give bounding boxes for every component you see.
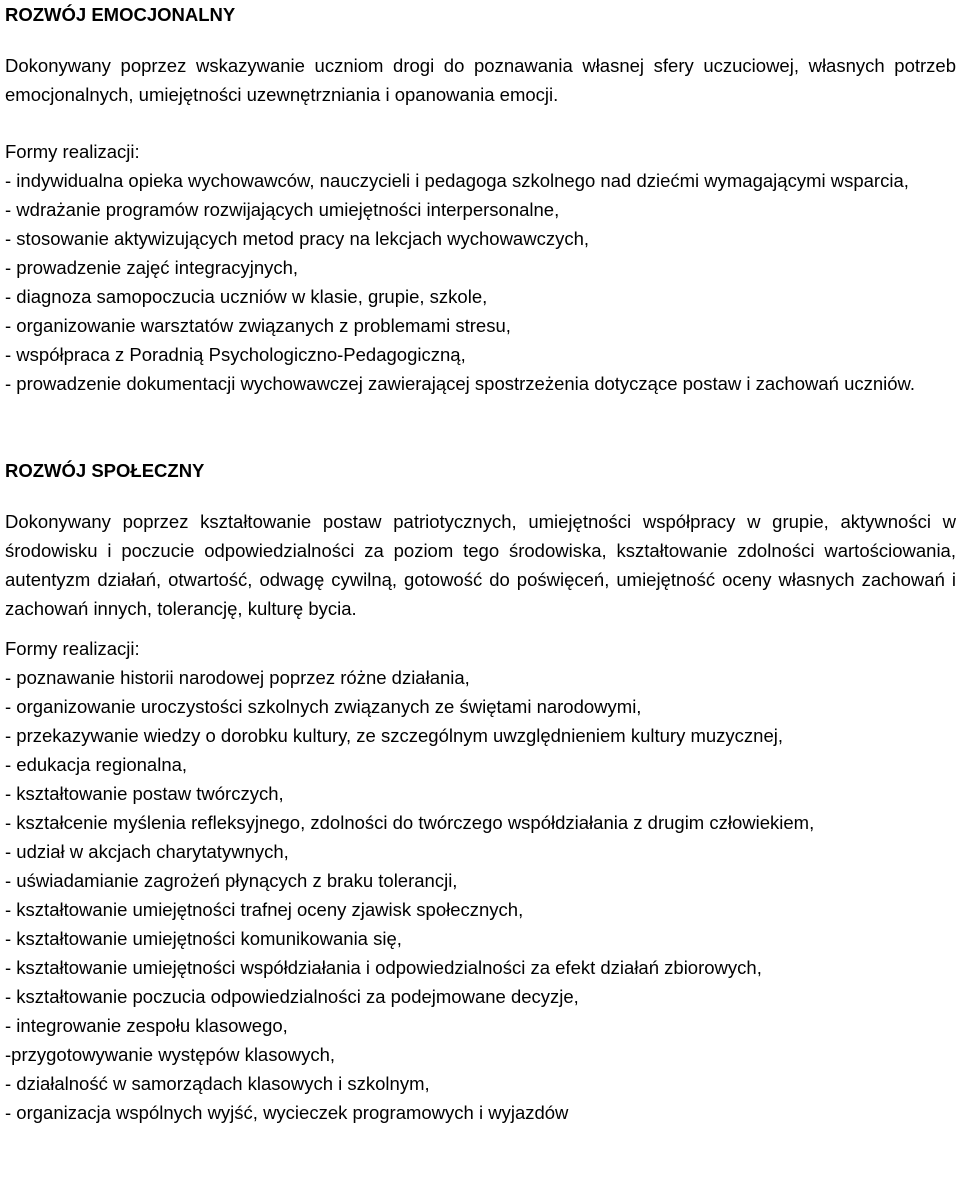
- list-item: - organizowanie uroczystości szkolnych związanych ze świętami narodowymi,: [5, 696, 642, 717]
- spacer: [5, 29, 956, 51]
- list-item: - organizacja wspólnych wyjść, wycieczek programowych i wyjazdów: [5, 1102, 569, 1123]
- spacer: [5, 485, 956, 507]
- list-item: - wdrażanie programów rozwijających umiejętności interpersonalne,: [5, 199, 560, 220]
- section-social-development: [5, 456, 956, 1127]
- list-item: - prowadzenie zajęć integracyjnych,: [5, 257, 299, 278]
- list-item: - indywidualna opieka wychowawców, nauczycieli i pedagoga szkolnego nad dziećmi wymagającymi wsparcia,: [5, 170, 909, 191]
- forms-label-emotional: Formy realizacji:: [5, 141, 140, 162]
- list-item: - prowadzenie dokumentacji wychowawczej zawierającej spostrzeżenia dotyczące postaw i zachowań uczniów.: [5, 373, 916, 394]
- list-item: - kształcenie myślenia refleksyjnego, zdolności do twórczego współdziałania z drugim człowiekiem,: [5, 812, 815, 833]
- list-item: - kształtowanie umiejętności trafnej oceny zjawisk społecznych,: [5, 899, 524, 920]
- list-item: - kształtowanie poczucia odpowiedzialności za podejmowane decyzje,: [5, 986, 579, 1007]
- list-item: - uświadamianie zagrożeń płynących z braku tolerancji,: [5, 870, 458, 891]
- spacer: [5, 109, 956, 137]
- list-item: - integrowanie zespołu klasowego,: [5, 1015, 288, 1036]
- spacer: [5, 398, 956, 456]
- list-item: - działalność w samorządach klasowych i szkolnym,: [5, 1073, 430, 1094]
- list-item: - kształtowanie umiejętności współdziałania i odpowiedzialności za efekt działań zbiorowych,: [5, 957, 762, 978]
- section-intro-emotional: Dokonywany poprzez wskazywanie uczniom drogi do poznawania własnej sfery uczuciowej, własnych potrzeb emocjonalnych, umiejętności uzewnętrzniania i opanowania emocji.: [5, 55, 956, 105]
- section-intro-social: Dokonywany poprzez kształtowanie postaw patriotycznych, umiejętności współpracy w grupie, aktywności w środowisku i poczucie odpowiedzialności za poziom tego środowiska, kształtowanie zdolności wartościowania, autentyzm działań, otwartość, odwagę cywilną, gotowość do poświęceń, umiejętność oceny własnych zachowań i zachowań innych, tolerancję, kulturę bycia.: [5, 511, 956, 619]
- forms-label-social: Formy realizacji:: [5, 638, 140, 659]
- list-item: - współpraca z Poradnią Psychologiczno-Pedagogiczną,: [5, 344, 466, 365]
- list-item: - udział w akcjach charytatywnych,: [5, 841, 289, 862]
- list-item: -przygotowywanie występów klasowych,: [5, 1044, 336, 1065]
- forms-list-emotional: [5, 166, 956, 398]
- list-item: - stosowanie aktywizujących metod pracy na lekcjach wychowawczych,: [5, 228, 590, 249]
- section-heading-emotional: ROZWÓJ EMOCJONALNY: [5, 4, 236, 25]
- spacer: [5, 623, 956, 634]
- list-item: - organizowanie warsztatów związanych z problemami stresu,: [5, 315, 511, 336]
- list-item: - przekazywanie wiedzy o dorobku kultury, ze szczególnym uwzględnieniem kultury muzycznej,: [5, 725, 784, 746]
- section-heading-social: ROZWÓJ SPOŁECZNY: [5, 460, 205, 481]
- section-emotional-development: [5, 0, 956, 398]
- list-item: - edukacja regionalna,: [5, 754, 188, 775]
- document-page: [5, 0, 956, 1127]
- list-item: - kształtowanie umiejętności komunikowania się,: [5, 928, 402, 949]
- list-item: - kształtowanie postaw twórczych,: [5, 783, 284, 804]
- list-item: - diagnoza samopoczucia uczniów w klasie, grupie, szkole,: [5, 286, 488, 307]
- list-item: - poznawanie historii narodowej poprzez różne działania,: [5, 667, 470, 688]
- forms-list-social: [5, 663, 956, 1127]
